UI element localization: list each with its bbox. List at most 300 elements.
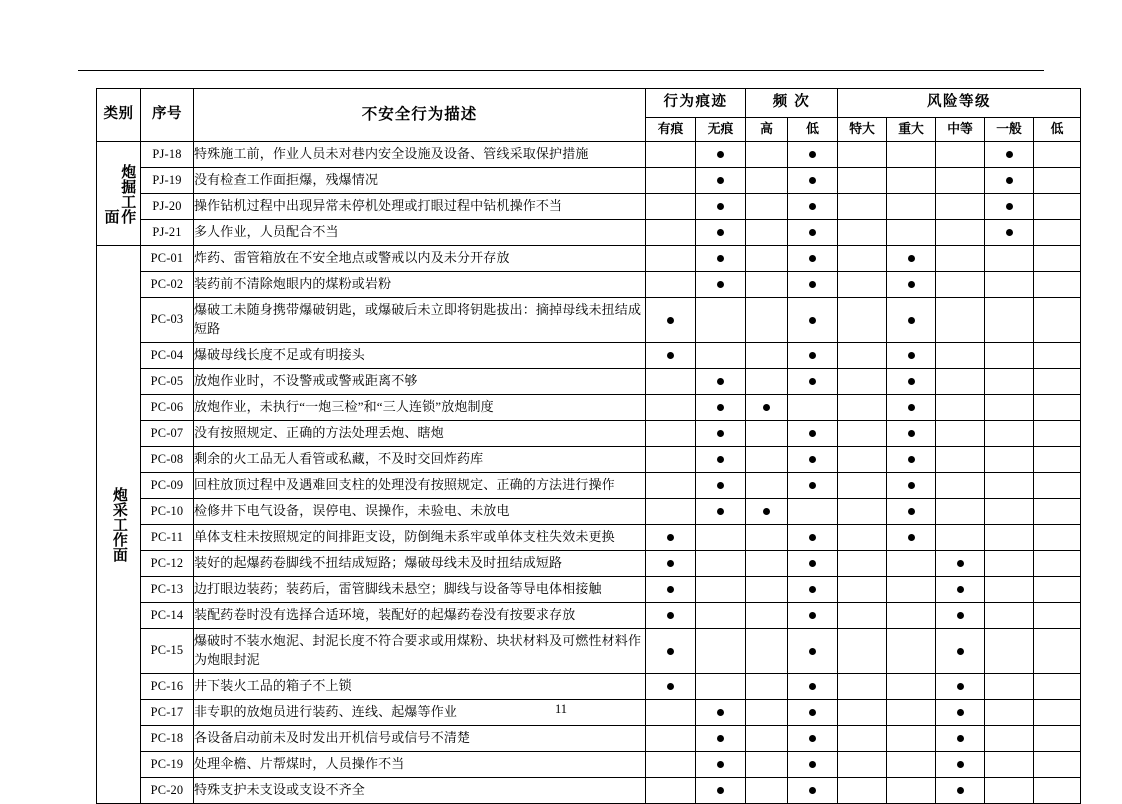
row-serial-number: PC-07 <box>141 421 194 447</box>
mark-cell-trace-yes <box>646 525 696 551</box>
mark-cell-risk-general <box>985 726 1034 752</box>
mark-cell-trace-no <box>696 421 746 447</box>
filled-dot-icon <box>1006 177 1013 184</box>
mark-cell-freq-low <box>788 629 838 674</box>
row-description: 非专职的放炮员进行装药、连线、起爆等作业 <box>194 700 646 726</box>
mark-cell-risk-general <box>985 194 1034 220</box>
header-freq-high: 高 <box>746 118 788 142</box>
table-row <box>97 168 1081 194</box>
row-serial-number: PC-10 <box>141 499 194 525</box>
mark-cell-risk-medium <box>936 395 985 421</box>
filled-dot-icon <box>809 203 816 210</box>
mark-cell-risk-major <box>887 246 936 272</box>
row-serial-number: PC-11 <box>141 525 194 551</box>
mark-cell-freq-low <box>788 778 838 804</box>
mark-cell-risk-extreme <box>838 525 887 551</box>
row-description: 特殊支护未支设或支设不齐全 <box>194 778 646 804</box>
table-row <box>97 525 1081 551</box>
mark-cell-freq-high <box>746 752 788 778</box>
row-serial-number: PC-20 <box>141 778 194 804</box>
mark-cell-risk-extreme <box>838 142 887 168</box>
row-serial-number: PJ-18 <box>141 142 194 168</box>
mark-cell-freq-high <box>746 168 788 194</box>
filled-dot-icon <box>717 787 724 794</box>
mark-cell-risk-medium <box>936 525 985 551</box>
mark-cell-freq-low <box>788 473 838 499</box>
filled-dot-icon <box>908 281 915 288</box>
mark-cell-trace-yes <box>646 220 696 246</box>
mark-cell-risk-low <box>1034 343 1081 369</box>
mark-cell-freq-low <box>788 499 838 525</box>
mark-cell-trace-yes <box>646 726 696 752</box>
mark-cell-freq-low <box>788 168 838 194</box>
mark-cell-risk-low <box>1034 778 1081 804</box>
header-risk-low: 低 <box>1034 118 1081 142</box>
row-serial-number: PC-04 <box>141 343 194 369</box>
mark-cell-freq-low <box>788 343 838 369</box>
mark-cell-trace-yes <box>646 577 696 603</box>
mark-cell-risk-low <box>1034 629 1081 674</box>
row-serial-number: PC-14 <box>141 603 194 629</box>
mark-cell-risk-extreme <box>838 194 887 220</box>
filled-dot-icon <box>908 456 915 463</box>
mark-cell-trace-no <box>696 629 746 674</box>
row-description: 放炮作业时，不设警戒或警戒距离不够 <box>194 369 646 395</box>
filled-dot-icon <box>717 404 724 411</box>
filled-dot-icon <box>809 683 816 690</box>
mark-cell-freq-low <box>788 142 838 168</box>
mark-cell-freq-high <box>746 246 788 272</box>
table-row <box>97 629 1081 674</box>
row-serial-number: PC-02 <box>141 272 194 298</box>
row-serial-number: PJ-20 <box>141 194 194 220</box>
filled-dot-icon <box>667 534 674 541</box>
mark-cell-freq-low <box>788 298 838 343</box>
mark-cell-freq-low <box>788 577 838 603</box>
mark-cell-trace-yes <box>646 752 696 778</box>
mark-cell-trace-no <box>696 220 746 246</box>
mark-cell-risk-general <box>985 447 1034 473</box>
mark-cell-trace-no <box>696 726 746 752</box>
filled-dot-icon <box>809 787 816 794</box>
mark-cell-freq-low <box>788 395 838 421</box>
mark-cell-risk-low <box>1034 551 1081 577</box>
table-row <box>97 447 1081 473</box>
mark-cell-freq-high <box>746 421 788 447</box>
mark-cell-risk-major <box>887 272 936 298</box>
mark-cell-risk-medium <box>936 778 985 804</box>
header-risk-medium: 中等 <box>936 118 985 142</box>
mark-cell-trace-no <box>696 603 746 629</box>
mark-cell-freq-low <box>788 603 838 629</box>
mark-cell-risk-low <box>1034 525 1081 551</box>
row-description: 放炮作业，未执行“一炮三检”和“三人连锁”放炮制度 <box>194 395 646 421</box>
mark-cell-risk-low <box>1034 246 1081 272</box>
mark-cell-freq-high <box>746 298 788 343</box>
row-description: 装配药卷时没有选择合适环境，装配好的起爆药卷没有按要求存放 <box>194 603 646 629</box>
table-row <box>97 726 1081 752</box>
mark-cell-risk-general <box>985 778 1034 804</box>
mark-cell-freq-high <box>746 395 788 421</box>
mark-cell-trace-yes <box>646 447 696 473</box>
mark-cell-trace-no <box>696 577 746 603</box>
mark-cell-risk-general <box>985 499 1034 525</box>
mark-cell-trace-yes <box>646 395 696 421</box>
filled-dot-icon <box>667 612 674 619</box>
mark-cell-risk-extreme <box>838 603 887 629</box>
mark-cell-risk-general <box>985 343 1034 369</box>
mark-cell-risk-medium <box>936 343 985 369</box>
filled-dot-icon <box>717 229 724 236</box>
filled-dot-icon <box>1006 229 1013 236</box>
row-description: 特殊施工前，作业人员未对巷内安全设施及设备、管线采取保护措施 <box>194 142 646 168</box>
row-description: 各设备启动前未及时发出开机信号或信号不清楚 <box>194 726 646 752</box>
mark-cell-risk-extreme <box>838 551 887 577</box>
filled-dot-icon <box>717 430 724 437</box>
row-description: 检修井下电气设备，误停电、误操作，未验电、未放电 <box>194 499 646 525</box>
filled-dot-icon <box>809 281 816 288</box>
mark-cell-freq-low <box>788 447 838 473</box>
mark-cell-risk-medium <box>936 168 985 194</box>
mark-cell-risk-general <box>985 752 1034 778</box>
row-description: 装好的起爆药卷脚线不扭结成短路；爆破母线未及时扭结成短路 <box>194 551 646 577</box>
filled-dot-icon <box>667 648 674 655</box>
mark-cell-risk-major <box>887 395 936 421</box>
mark-cell-risk-major <box>887 577 936 603</box>
filled-dot-icon <box>763 508 770 515</box>
mark-cell-risk-general <box>985 577 1034 603</box>
row-description: 没有检查工作面拒爆，残爆情况 <box>194 168 646 194</box>
mark-cell-risk-major <box>887 343 936 369</box>
mark-cell-risk-medium <box>936 272 985 298</box>
row-serial-number: PC-19 <box>141 752 194 778</box>
row-description: 井下装火工品的箱子不上锁 <box>194 674 646 700</box>
filled-dot-icon <box>809 612 816 619</box>
mark-cell-trace-no <box>696 473 746 499</box>
mark-cell-risk-major <box>887 369 936 395</box>
mark-cell-risk-medium <box>936 752 985 778</box>
mark-cell-trace-yes <box>646 603 696 629</box>
mark-cell-trace-no <box>696 246 746 272</box>
row-serial-number: PC-12 <box>141 551 194 577</box>
row-serial-number: PC-06 <box>141 395 194 421</box>
header-risk-extreme: 特大 <box>838 118 887 142</box>
mark-cell-risk-extreme <box>838 168 887 194</box>
mark-cell-risk-extreme <box>838 629 887 674</box>
mark-cell-risk-medium <box>936 220 985 246</box>
mark-cell-freq-low <box>788 220 838 246</box>
mark-cell-freq-high <box>746 220 788 246</box>
filled-dot-icon <box>809 430 816 437</box>
mark-cell-trace-yes <box>646 674 696 700</box>
mark-cell-risk-extreme <box>838 343 887 369</box>
mark-cell-trace-yes <box>646 629 696 674</box>
mark-cell-risk-general <box>985 421 1034 447</box>
mark-cell-risk-major <box>887 220 936 246</box>
table-row <box>97 246 1081 272</box>
mark-cell-freq-high <box>746 343 788 369</box>
mark-cell-trace-no <box>696 343 746 369</box>
mark-cell-risk-low <box>1034 298 1081 343</box>
mark-cell-freq-high <box>746 473 788 499</box>
mark-cell-trace-yes <box>646 168 696 194</box>
filled-dot-icon <box>908 482 915 489</box>
mark-cell-risk-general <box>985 142 1034 168</box>
mark-cell-freq-low <box>788 421 838 447</box>
mark-cell-risk-extreme <box>838 298 887 343</box>
mark-cell-risk-extreme <box>838 726 887 752</box>
mark-cell-risk-medium <box>936 194 985 220</box>
mark-cell-risk-general <box>985 674 1034 700</box>
mark-cell-freq-high <box>746 142 788 168</box>
mark-cell-risk-medium <box>936 298 985 343</box>
filled-dot-icon <box>717 203 724 210</box>
mark-cell-trace-yes <box>646 551 696 577</box>
mark-cell-risk-major <box>887 778 936 804</box>
mark-cell-risk-major <box>887 726 936 752</box>
mark-cell-risk-extreme <box>838 369 887 395</box>
mark-cell-risk-low <box>1034 752 1081 778</box>
filled-dot-icon <box>809 255 816 262</box>
mark-cell-freq-low <box>788 551 838 577</box>
page-number: 11 <box>554 702 568 716</box>
filled-dot-icon <box>717 177 724 184</box>
mark-cell-freq-high <box>746 272 788 298</box>
filled-dot-icon <box>717 151 724 158</box>
header-group-trace: 行为痕迹 <box>646 89 746 118</box>
mark-cell-risk-major <box>887 674 936 700</box>
filled-dot-icon <box>717 508 724 515</box>
mark-cell-risk-major <box>887 629 936 674</box>
mark-cell-risk-general <box>985 272 1034 298</box>
filled-dot-icon <box>809 482 816 489</box>
header-serial: 序号 <box>141 89 194 142</box>
header-risk-major: 重大 <box>887 118 936 142</box>
mark-cell-trace-no <box>696 168 746 194</box>
mark-cell-risk-medium <box>936 577 985 603</box>
mark-cell-risk-low <box>1034 395 1081 421</box>
filled-dot-icon <box>717 761 724 768</box>
header-row-groups <box>97 89 1081 118</box>
mark-cell-risk-low <box>1034 726 1081 752</box>
filled-dot-icon <box>1006 151 1013 158</box>
filled-dot-icon <box>667 683 674 690</box>
mark-cell-trace-yes <box>646 343 696 369</box>
filled-dot-icon <box>717 255 724 262</box>
mark-cell-risk-medium <box>936 142 985 168</box>
mark-cell-risk-general <box>985 220 1034 246</box>
mark-cell-freq-high <box>746 369 788 395</box>
mark-cell-freq-high <box>746 778 788 804</box>
table-row <box>97 577 1081 603</box>
filled-dot-icon <box>717 456 724 463</box>
row-description: 爆破工未随身携带爆破钥匙，或爆破后未立即将钥匙拔出：摘掉母线未扭结成短路 <box>194 298 646 343</box>
mark-cell-risk-major <box>887 551 936 577</box>
header-category: 类别 <box>97 89 141 142</box>
mark-cell-freq-low <box>788 369 838 395</box>
row-serial-number: PC-09 <box>141 473 194 499</box>
mark-cell-trace-yes <box>646 499 696 525</box>
mark-cell-risk-low <box>1034 220 1081 246</box>
mark-cell-trace-no <box>696 395 746 421</box>
table-row <box>97 674 1081 700</box>
unsafe-behavior-table-container <box>96 88 1064 804</box>
filled-dot-icon <box>908 404 915 411</box>
table-row <box>97 778 1081 804</box>
mark-cell-risk-low <box>1034 447 1081 473</box>
row-serial-number: PC-05 <box>141 369 194 395</box>
row-description: 装药前不清除炮眼内的煤粉或岩粉 <box>194 272 646 298</box>
mark-cell-risk-low <box>1034 499 1081 525</box>
mark-cell-risk-general <box>985 629 1034 674</box>
header-group-frequency: 频 次 <box>746 89 838 118</box>
mark-cell-trace-no <box>696 447 746 473</box>
filled-dot-icon <box>667 560 674 567</box>
mark-cell-risk-extreme <box>838 421 887 447</box>
mark-cell-freq-high <box>746 551 788 577</box>
row-description: 爆破时不装水炮泥、封泥长度不符合要求或用煤粉、块状材料及可燃性材料作为炮眼封泥 <box>194 629 646 674</box>
mark-cell-freq-high <box>746 629 788 674</box>
mark-cell-risk-low <box>1034 577 1081 603</box>
mark-cell-risk-major <box>887 525 936 551</box>
mark-cell-risk-low <box>1034 421 1081 447</box>
table-row <box>97 752 1081 778</box>
mark-cell-freq-high <box>746 499 788 525</box>
mark-cell-risk-general <box>985 168 1034 194</box>
mark-cell-risk-general <box>985 369 1034 395</box>
mark-cell-risk-extreme <box>838 395 887 421</box>
filled-dot-icon <box>809 534 816 541</box>
table-row <box>97 343 1081 369</box>
row-description: 边打眼边装药；装药后，雷管脚线未悬空；脚线与设备等导电体相接触 <box>194 577 646 603</box>
filled-dot-icon <box>957 560 964 567</box>
table-row <box>97 272 1081 298</box>
mark-cell-trace-yes <box>646 778 696 804</box>
filled-dot-icon <box>908 534 915 541</box>
mark-cell-trace-no <box>696 752 746 778</box>
filled-dot-icon <box>809 761 816 768</box>
filled-dot-icon <box>908 508 915 515</box>
mark-cell-freq-low <box>788 726 838 752</box>
row-description: 操作钻机过程中出现异常未停机处理或打眼过程中钻机操作不当 <box>194 194 646 220</box>
filled-dot-icon <box>809 151 816 158</box>
mark-cell-risk-major <box>887 194 936 220</box>
mark-cell-trace-no <box>696 194 746 220</box>
mark-cell-risk-low <box>1034 674 1081 700</box>
row-description: 没有按照规定、正确的方法处理丢炮、瞎炮 <box>194 421 646 447</box>
mark-cell-trace-yes <box>646 142 696 168</box>
mark-cell-risk-medium <box>936 551 985 577</box>
filled-dot-icon <box>763 404 770 411</box>
filled-dot-icon <box>809 177 816 184</box>
row-serial-number: PC-15 <box>141 629 194 674</box>
mark-cell-freq-low <box>788 246 838 272</box>
filled-dot-icon <box>908 430 915 437</box>
filled-dot-icon <box>908 352 915 359</box>
mark-cell-freq-low <box>788 674 838 700</box>
mark-cell-trace-no <box>696 298 746 343</box>
table-row <box>97 395 1081 421</box>
row-description: 回柱放顶过程中及遇难回支柱的处理没有按照规定、正确的方法进行操作 <box>194 473 646 499</box>
mark-cell-freq-high <box>746 447 788 473</box>
row-description: 炸药、雷管箱放在不安全地点或警戒以内及未分开存放 <box>194 246 646 272</box>
filled-dot-icon <box>809 317 816 324</box>
table-row <box>97 473 1081 499</box>
table-header <box>97 89 1081 142</box>
header-trace-yes: 有痕 <box>646 118 696 142</box>
mark-cell-trace-no <box>696 778 746 804</box>
mark-cell-risk-general <box>985 551 1034 577</box>
mark-cell-trace-no <box>696 525 746 551</box>
mark-cell-freq-high <box>746 674 788 700</box>
row-description: 多人作业，人员配合不当 <box>194 220 646 246</box>
header-group-risk-level: 风险等级 <box>838 89 1081 118</box>
mark-cell-risk-major <box>887 421 936 447</box>
mark-cell-trace-yes <box>646 194 696 220</box>
filled-dot-icon <box>667 352 674 359</box>
mark-cell-trace-yes <box>646 369 696 395</box>
mark-cell-freq-low <box>788 752 838 778</box>
mark-cell-freq-high <box>746 194 788 220</box>
row-serial-number: PC-17 <box>141 700 194 726</box>
filled-dot-icon <box>908 317 915 324</box>
table-row <box>97 369 1081 395</box>
mark-cell-trace-no <box>696 551 746 577</box>
mark-cell-risk-general <box>985 298 1034 343</box>
mark-cell-risk-medium <box>936 447 985 473</box>
row-serial-number: PJ-21 <box>141 220 194 246</box>
mark-cell-freq-low <box>788 272 838 298</box>
table-row <box>97 421 1081 447</box>
filled-dot-icon <box>908 378 915 385</box>
filled-dot-icon <box>809 735 816 742</box>
filled-dot-icon <box>957 612 964 619</box>
mark-cell-risk-low <box>1034 272 1081 298</box>
mark-cell-trace-no <box>696 272 746 298</box>
row-description: 单体支柱未按照规定的间排距支设，防倒绳未系牢或单体支柱失效未更换 <box>194 525 646 551</box>
table-row <box>97 499 1081 525</box>
mark-cell-risk-extreme <box>838 674 887 700</box>
mark-cell-trace-no <box>696 142 746 168</box>
unsafe-behavior-table <box>96 88 1081 804</box>
header-risk-general: 一般 <box>985 118 1034 142</box>
mark-cell-risk-low <box>1034 473 1081 499</box>
header-description: 不安全行为描述 <box>194 89 646 142</box>
filled-dot-icon <box>908 255 915 262</box>
mark-cell-risk-extreme <box>838 778 887 804</box>
mark-cell-risk-medium <box>936 726 985 752</box>
mark-cell-freq-low <box>788 525 838 551</box>
filled-dot-icon <box>957 787 964 794</box>
table-row <box>97 603 1081 629</box>
mark-cell-risk-low <box>1034 603 1081 629</box>
row-serial-number: PC-16 <box>141 674 194 700</box>
mark-cell-risk-extreme <box>838 272 887 298</box>
category-label: 炮采工作面 <box>110 487 128 562</box>
mark-cell-risk-general <box>985 395 1034 421</box>
category-label-overflow: 面 <box>102 208 120 224</box>
row-serial-number: PC-03 <box>141 298 194 343</box>
mark-cell-risk-general <box>985 525 1034 551</box>
row-serial-number: PC-08 <box>141 447 194 473</box>
mark-cell-trace-no <box>696 369 746 395</box>
mark-cell-risk-major <box>887 298 936 343</box>
filled-dot-icon <box>957 648 964 655</box>
page-header-rule <box>78 70 1044 71</box>
filled-dot-icon <box>809 648 816 655</box>
filled-dot-icon <box>809 456 816 463</box>
mark-cell-risk-extreme <box>838 447 887 473</box>
